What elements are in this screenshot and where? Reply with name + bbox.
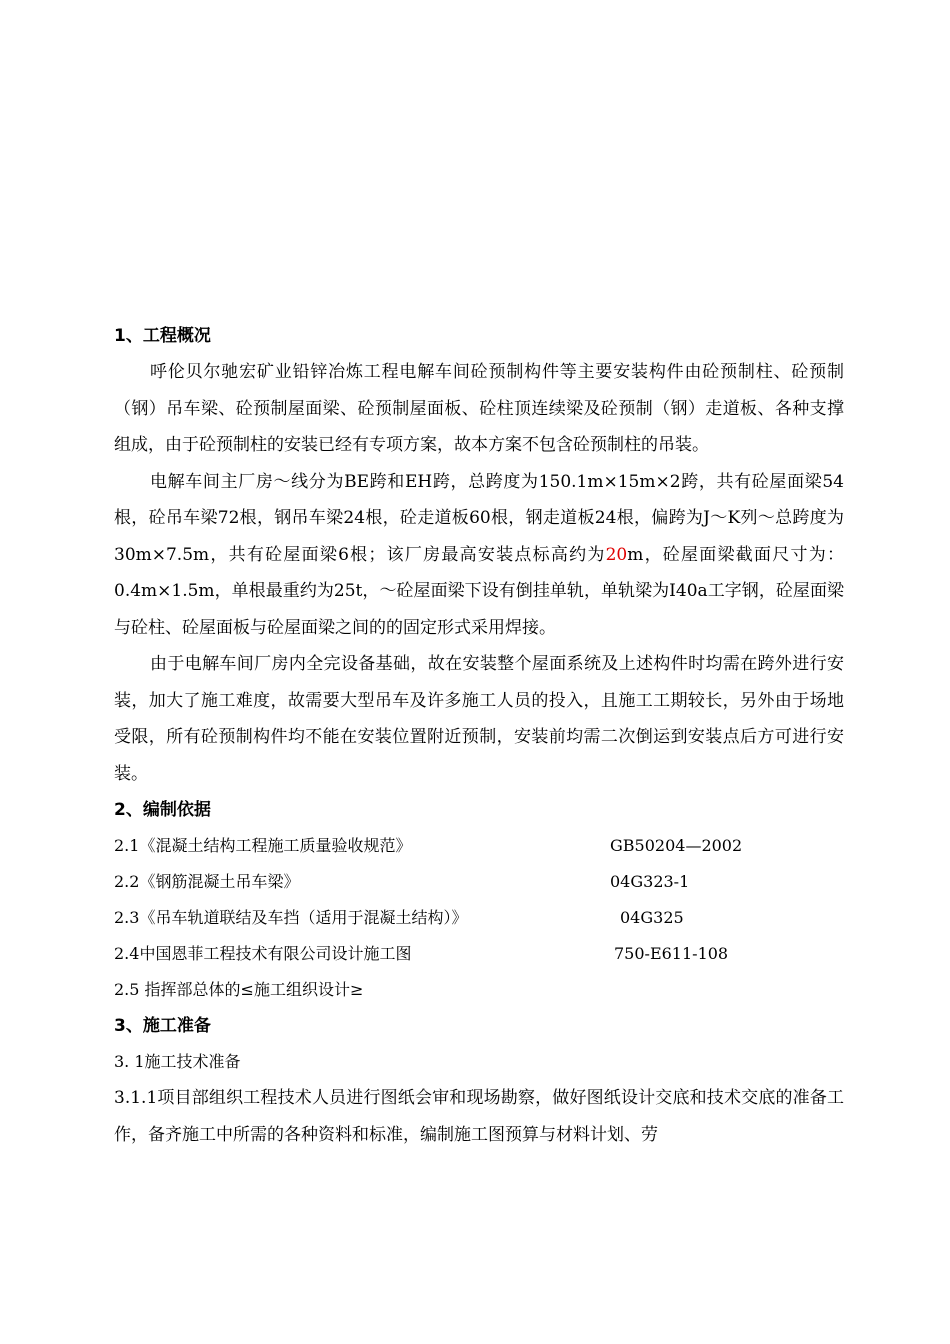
overview-paragraph-2-text-b: m，砼屋面梁截面尺寸为：0.4m×1.5m，单根最重约为25t，～砼屋面梁下设有倒挂单轨，单轨梁为I40a工字钢，砼屋面梁与砼柱、砼屋面板与砼屋面梁之间的的固定形式采用焊接。 <box>114 544 844 638</box>
reference-title: 2.1《混凝土结构工程施工质量验收规范》 <box>114 836 412 855</box>
highlighted-height-value: 20 <box>605 544 628 565</box>
subsection-heading-technical-prep: 3. 1施工技术准备 <box>114 1052 241 1071</box>
preparation-paragraph-1: 3.1.1项目部组织工程技术人员进行图纸会审和现场勘察，做好图纸设计交底和技术交底的准备工作，备齐施工中所需的各种资料和标准，编制施工图预算与材料计划、劳 <box>114 1088 844 1145</box>
reference-title: 2.5 指挥部总体的≤施工组织设计≥ <box>114 980 364 999</box>
document-page <box>114 318 844 1153</box>
reference-row <box>114 936 844 972</box>
reference-title: 2.4中国恩菲工程技术有限公司设计施工图 <box>114 944 412 963</box>
reference-row <box>114 864 844 900</box>
reference-title: 2.2《钢筋混凝土吊车梁》 <box>114 872 300 891</box>
section-heading-preparation: 3、施工准备 <box>114 1016 211 1036</box>
reference-row <box>114 972 844 1008</box>
section-heading-basis: 2、编制依据 <box>114 800 211 820</box>
reference-code: 04G323-1 <box>610 872 690 891</box>
overview-paragraph-3: 由于电解车间厂房内全完设备基础，故在安装整个屋面系统及上述构件时均需在跨外进行安装，加大了施工难度，故需要大型吊车及许多施工人员的投入，且施工工期较长，另外由于场地受限，所有砼预制构件均不能在安装位置附近预制，安装前均需二次倒运到安装点后方可进行安装。 <box>114 654 844 784</box>
reference-code: 04G325 <box>620 908 684 927</box>
overview-paragraph-2 <box>114 464 844 647</box>
reference-title: 2.3《吊车轨道联结及车挡（适用于混凝土结构）》 <box>114 908 468 927</box>
reference-row <box>114 828 844 864</box>
reference-code: 750-E611-108 <box>614 944 729 963</box>
overview-paragraph-1: 呼伦贝尔驰宏矿业铅锌冶炼工程电解车间砼预制构件等主要安装构件由砼预制柱、砼预制（钢）吊车梁、砼预制屋面梁、砼预制屋面板、砼柱顶连续梁及砼预制（钢）走道板、各种支撑组成，由于砼预制柱的安装已经有专项方案，故本方案不包含砼预制柱的吊装。 <box>114 362 844 455</box>
reference-code: GB50204—2002 <box>610 836 743 855</box>
reference-row <box>114 900 844 936</box>
overview-paragraph-2-text-a: 电解车间主厂房～线分为BE跨和EH跨，总跨度为150.1m×15m×2跨，共有砼屋面梁54根，砼吊车梁72根，钢吊车梁24根，砼走道板60根，钢走道板24根，偏跨为J～K列～总跨度为30m×7.5m，共有砼屋面梁6根；该厂房最高安装点标高约为 <box>114 471 844 565</box>
section-heading-overview: 1、工程概况 <box>114 326 211 346</box>
